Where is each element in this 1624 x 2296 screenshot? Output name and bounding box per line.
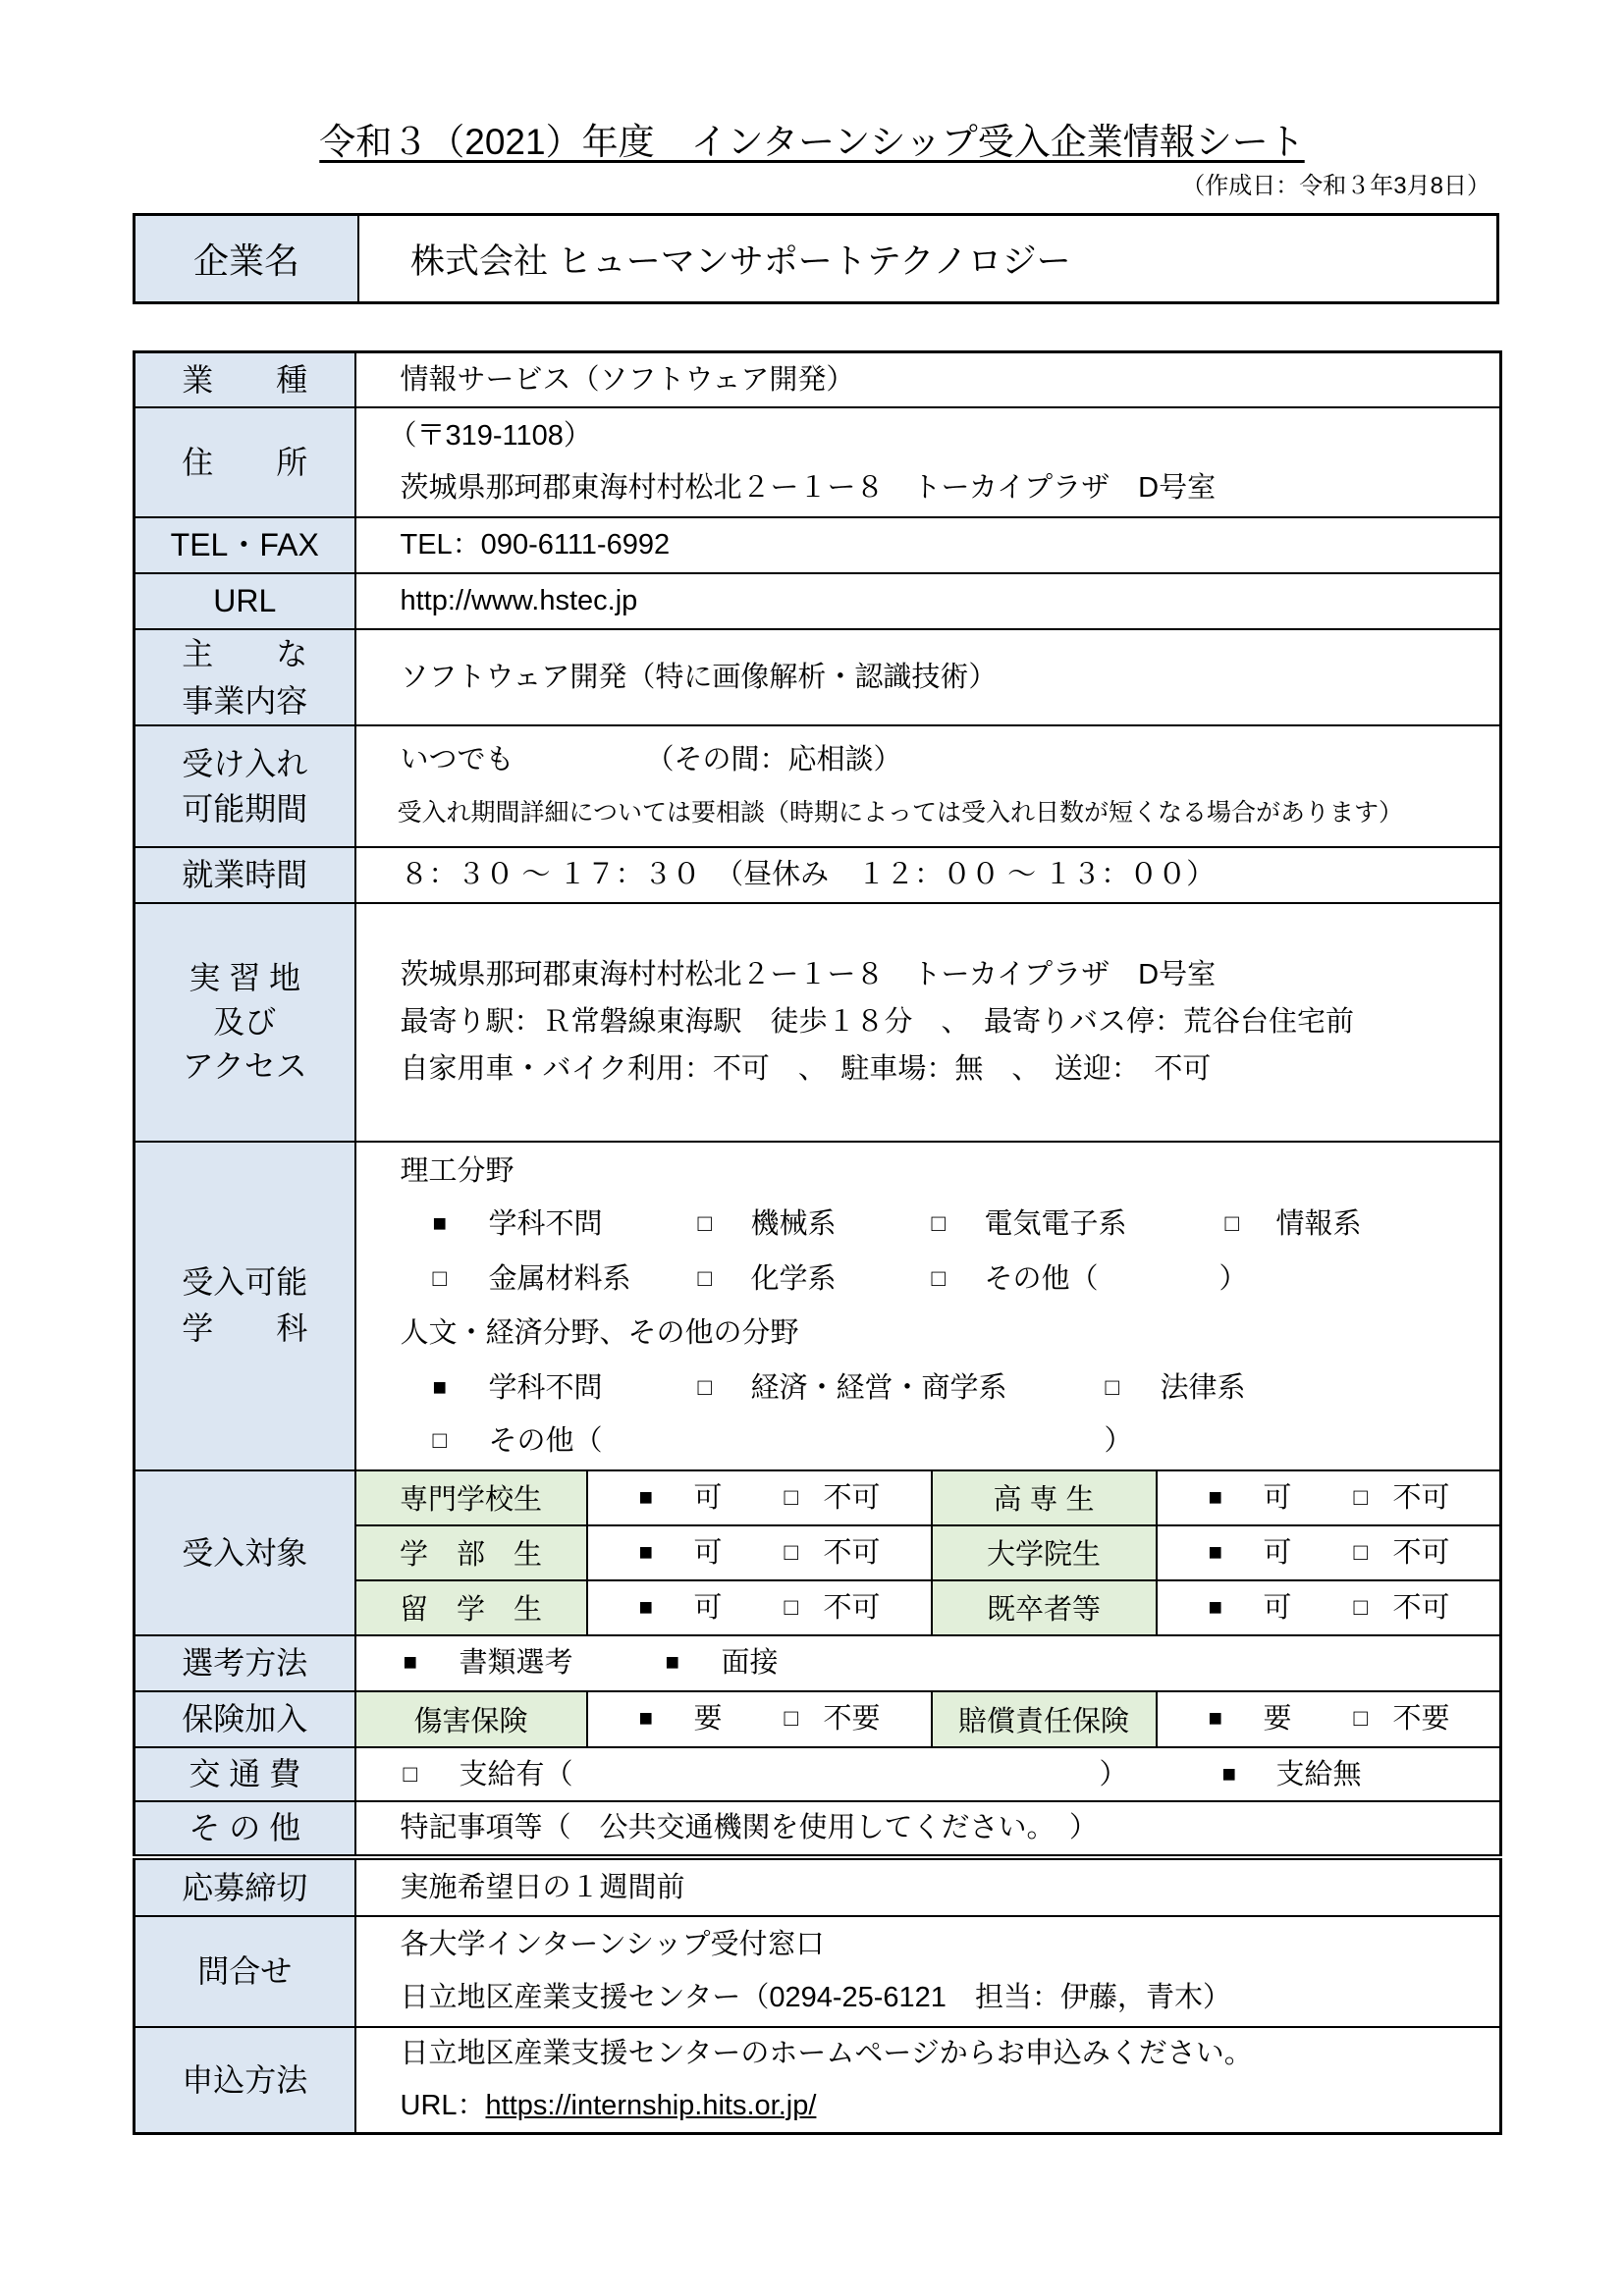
checkbox-icon: □ (1353, 1593, 1368, 1621)
checkbox-icon: ■ (1221, 1760, 1236, 1788)
row-location (135, 903, 1501, 1142)
row-target (135, 1470, 1501, 1525)
address-lines (388, 410, 1500, 514)
department-option: 学科不問 (488, 1371, 603, 1404)
department-option: 電気電子系 (984, 1207, 1127, 1240)
business-label-line: 事業内容 (182, 682, 308, 719)
business-value: ソフトウェア開発（特に画像解析・認識技術） (355, 629, 1501, 725)
row-apply (135, 2027, 1501, 2134)
options-box (588, 1526, 931, 1579)
checkbox-icon: □ (403, 1760, 417, 1788)
contact-value (355, 1916, 1501, 2027)
department-option-close: ） (1218, 1262, 1248, 1295)
row-tel-fax (135, 517, 1501, 573)
apply-url-label: URL： (400, 2089, 486, 2121)
options-box (588, 1581, 931, 1634)
contact-line: 各大学インターンシップ受付窓口 (400, 1929, 825, 1960)
checkbox-icon: □ (697, 1209, 712, 1237)
selection-value (355, 1635, 1501, 1691)
checkbox-icon: □ (697, 1264, 712, 1292)
company-box (133, 213, 1499, 304)
contact-lines (401, 1918, 1500, 2024)
department-option: 法律系 (1160, 1371, 1246, 1404)
period-detail: 受入れ期間詳細については要相談（時期によっては受入れ日数が短くなる場合があります） (397, 798, 1404, 827)
location-label-line: アクセス (182, 1047, 307, 1084)
option-text: 不可 (823, 1591, 881, 1624)
business-label-line: 主 な (182, 635, 308, 671)
option-text: 可 (693, 1536, 723, 1569)
checkbox-icon: □ (432, 1426, 447, 1454)
deadline-value: 実施希望日の１週間前 (355, 1857, 1501, 1916)
period-lines (397, 733, 1500, 839)
department-option: 経済・経営・商学系 (750, 1371, 1007, 1404)
industry-label: 業 種 (135, 352, 355, 407)
target-options (587, 1470, 932, 1525)
option-text: 可 (693, 1591, 723, 1624)
row-address (135, 407, 1501, 517)
address-value (355, 407, 1501, 517)
checkbox-icon: □ (1353, 1483, 1368, 1511)
row-departments (135, 1142, 1501, 1470)
row-deadline (135, 1857, 1501, 1916)
selection-label: 選考方法 (135, 1635, 355, 1691)
target-options (1157, 1470, 1501, 1525)
options-box (1158, 1581, 1500, 1634)
location-label-line: 実 習 地 (189, 959, 301, 995)
row-contact (135, 1916, 1501, 2027)
row-industry (135, 352, 1501, 407)
checkbox-icon: ■ (638, 1593, 653, 1621)
location-label-lines (135, 956, 354, 1089)
other-label: そ の 他 (135, 1801, 355, 1857)
tel-fax-label: TEL・FAX (135, 517, 355, 573)
checkbox-icon: □ (784, 1538, 798, 1566)
option-text: 可 (1263, 1591, 1292, 1624)
checkbox-icon: ■ (638, 1483, 653, 1511)
checkbox-icon: □ (784, 1483, 798, 1511)
target-options (587, 1525, 932, 1580)
company-name: 株式会社 ヒューマンサポートテクノロジー (410, 241, 1071, 281)
page-title: 令和３（2021）年度 インターンシップ受入企業情報シート (319, 122, 1305, 162)
option-text: 要 (693, 1703, 723, 1735)
row-hours (135, 847, 1501, 903)
row-period (135, 725, 1501, 847)
location-value (355, 903, 1501, 1142)
options-box (1158, 1526, 1500, 1579)
option-text: 不可 (823, 1536, 881, 1569)
option-text: 可 (1263, 1536, 1292, 1569)
checkbox-icon: ■ (1208, 1593, 1222, 1621)
apply-instruction: 日立地区産業支援センターのホームページからお申込みください。 (400, 2037, 1253, 2069)
checkbox-icon: □ (1353, 1538, 1368, 1566)
option-text: 不要 (1392, 1703, 1450, 1735)
apply-label: 申込方法 (135, 2027, 355, 2134)
apply-url-link[interactable]: https://internship.hits.or.jp/ (485, 2089, 817, 2121)
departments-label (135, 1142, 355, 1470)
option-text: 可 (1263, 1481, 1292, 1514)
departments-value (355, 1142, 1501, 1470)
period-value (355, 725, 1501, 847)
row-other (135, 1801, 1501, 1857)
checkbox-icon: ■ (432, 1209, 447, 1237)
postal-code: （〒319-1108） (388, 419, 592, 452)
apply-url-line (401, 2080, 1500, 2132)
checkbox-icon: □ (1105, 1373, 1119, 1401)
checkbox-icon: ■ (638, 1538, 653, 1566)
checkbox-icon: ■ (1208, 1705, 1222, 1732)
period-label-line: 可能期間 (182, 790, 308, 827)
option-text: 不可 (823, 1481, 881, 1514)
option-text: 不要 (823, 1703, 881, 1735)
options-box (588, 1471, 931, 1524)
option-text: 不可 (1392, 1536, 1450, 1569)
checkbox-icon: □ (1224, 1209, 1239, 1237)
contact-label: 問合せ (135, 1916, 355, 2027)
checkbox-icon: ■ (638, 1705, 653, 1732)
department-option: 学科不問 (488, 1207, 603, 1240)
address-label: 住 所 (135, 407, 355, 517)
selection-option: 面接 (721, 1647, 779, 1679)
row-business (135, 629, 1501, 725)
department-option: 情報系 (1275, 1207, 1362, 1240)
url-label: URL (135, 573, 355, 629)
checkbox-icon: □ (931, 1264, 946, 1292)
department-option: その他（ (984, 1262, 1099, 1295)
industry-value: 情報サービス（ソフトウェア開発） (355, 352, 1501, 407)
row-transport (135, 1747, 1501, 1801)
selection-box (356, 1636, 1500, 1689)
departments-label-lines (135, 1259, 354, 1352)
period-label (135, 725, 355, 847)
checkbox-icon: ■ (1208, 1483, 1222, 1511)
company-label: 企業名 (135, 216, 359, 301)
location-label-line: 及び (213, 1003, 277, 1040)
insurance-options (587, 1691, 932, 1747)
checkbox-icon: □ (1353, 1705, 1368, 1732)
deadline-label: 応募締切 (135, 1857, 355, 1916)
target-sub-label: 専門学校生 (355, 1470, 587, 1525)
hours-label: 就業時間 (135, 847, 355, 903)
hours-value: ８：３０ ～ １７：３０ （昼休み １２：００ ～ １３：００） (355, 847, 1501, 903)
location-address: 茨城県那珂郡東海村村松北２ー１ー８ トーカイプラザ D号室 (400, 959, 1217, 990)
created-date: （作成日：令和３年3月8日） (1181, 173, 1490, 199)
science-heading: 理工分野 (400, 1154, 514, 1187)
department-option: 化学系 (750, 1262, 837, 1295)
insurance-label: 保険加入 (135, 1691, 355, 1747)
checkbox-icon: □ (432, 1264, 447, 1292)
insurance-sub-label: 賠償責任保険 (932, 1691, 1157, 1747)
transport-value (355, 1747, 1501, 1801)
period-label-line: 受け入れ (182, 745, 308, 781)
transport-option-close: ） (1099, 1758, 1128, 1790)
humanities-heading: 人文・経済分野、その他の分野 (400, 1316, 799, 1349)
transport-option: 支給有（ (459, 1758, 573, 1790)
url-value: http://www.hstec.jp (355, 573, 1501, 629)
target-sub-label: 学 部 生 (355, 1525, 587, 1580)
option-text: 要 (1263, 1703, 1292, 1735)
checkbox-icon: □ (931, 1209, 946, 1237)
period-main-line (401, 733, 1500, 786)
apply-lines (401, 2028, 1500, 2132)
location-label (135, 903, 355, 1142)
checkbox-icon: □ (784, 1593, 798, 1621)
checkbox-icon: ■ (1208, 1538, 1222, 1566)
option-text: 可 (693, 1481, 723, 1514)
location-lines (401, 951, 1500, 1093)
location-nearest-station: 最寄り駅：Ｒ常磐線東海駅 徒歩１８分 、 最寄りバス停：荒谷台住宅前 (400, 1006, 1355, 1038)
checkbox-icon: ■ (403, 1649, 417, 1676)
target-sub-label: 既卒者等 (932, 1580, 1157, 1635)
checkbox-icon: ■ (665, 1649, 679, 1676)
period-label-lines (135, 741, 354, 831)
transport-box (356, 1748, 1500, 1800)
transport-label: 交 通 費 (135, 1747, 355, 1801)
period-note: （その間：応相談） (645, 743, 902, 775)
tel-fax-value: TEL：090-6111-6992 (355, 517, 1501, 573)
target-sub-label: 大学院生 (932, 1525, 1157, 1580)
row-insurance (135, 1691, 1501, 1747)
business-label (135, 629, 355, 725)
row-url (135, 573, 1501, 629)
location-vehicle: 自家用車・バイク利用：不可 、 駐車場：無 、 送迎： 不可 (400, 1053, 1212, 1085)
departments-box (356, 1144, 1500, 1468)
selection-option: 書類選考 (459, 1647, 573, 1679)
departments-label-line: 受入可能 (182, 1264, 308, 1300)
row-selection (135, 1635, 1501, 1691)
business-label-lines (135, 630, 354, 724)
department-option: 金属材料系 (488, 1262, 631, 1295)
option-text: 不可 (1392, 1591, 1450, 1624)
department-option-close: ） (1104, 1424, 1133, 1457)
department-option: その他（ (488, 1424, 603, 1457)
checkbox-icon: ■ (432, 1373, 447, 1401)
street-address: 茨城県那珂郡東海村村松北２ー１ー８ トーカイプラザ D号室 (400, 471, 1217, 504)
option-text: 不可 (1392, 1481, 1450, 1514)
target-sub-label: 留 学 生 (355, 1580, 587, 1635)
checkbox-icon: □ (784, 1705, 798, 1732)
contact-line: 日立地区産業支援センター（0294-25-6121 担当：伊藤，青木） (400, 1982, 1231, 2013)
company-info-table (133, 350, 1502, 2135)
options-box (588, 1692, 931, 1745)
target-sub-label: 高 専 生 (932, 1470, 1157, 1525)
options-box (1158, 1692, 1500, 1745)
options-box (1158, 1471, 1500, 1524)
insurance-options (1157, 1691, 1501, 1747)
target-options (1157, 1525, 1501, 1580)
checkbox-icon: □ (697, 1373, 712, 1401)
insurance-sub-label: 傷害保険 (355, 1691, 587, 1747)
transport-option: 支給無 (1275, 1758, 1362, 1790)
other-value: 特記事項等（ 公共交通機関を使用してください。 ） (355, 1801, 1501, 1857)
departments-label-line: 学 科 (182, 1310, 308, 1346)
target-options (587, 1580, 932, 1635)
target-options (1157, 1580, 1501, 1635)
target-label: 受入対象 (135, 1470, 355, 1635)
apply-value (355, 2027, 1501, 2134)
period-availability: いつでも (400, 743, 514, 775)
department-option: 機械系 (750, 1207, 837, 1240)
